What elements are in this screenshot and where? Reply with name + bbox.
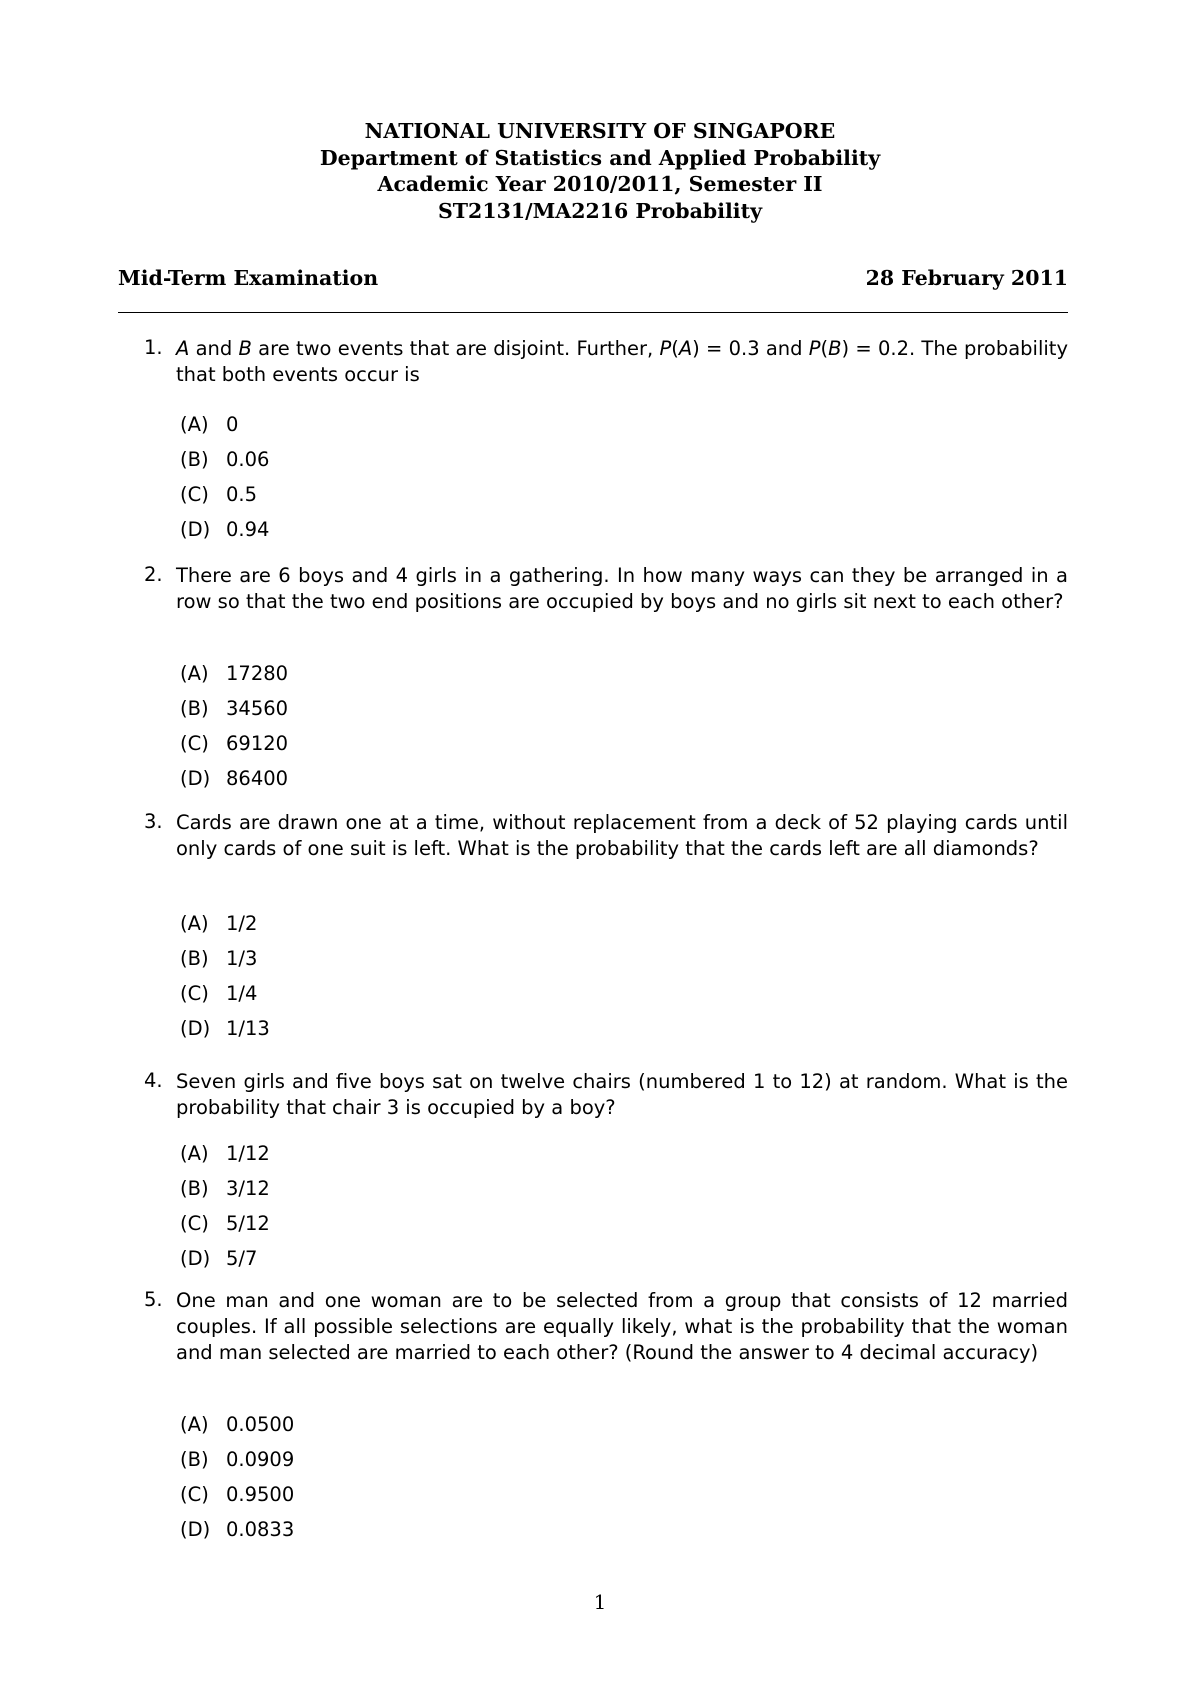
- question-text-part: and: [189, 337, 239, 360]
- option-label: (D): [180, 1518, 211, 1541]
- option-label: (D): [180, 1247, 211, 1270]
- option-value: 0.0833: [226, 1518, 295, 1541]
- option-label: (D): [180, 767, 211, 790]
- option-label: (B): [180, 1448, 209, 1471]
- option-label: (A): [180, 1413, 209, 1436]
- option-b: [180, 696, 288, 731]
- option-label: (B): [180, 697, 209, 720]
- option-value: 0.5: [226, 483, 258, 506]
- option-label: (A): [180, 1142, 209, 1165]
- option-value: 1/3: [226, 947, 258, 970]
- exam-info-line: [118, 266, 1068, 294]
- option-a: [180, 911, 270, 946]
- option-a: [180, 412, 269, 447]
- option-label: (D): [180, 1017, 211, 1040]
- question-text-part: (: [820, 337, 829, 360]
- department-name: Department of Statistics and Applied Probability: [319, 145, 881, 170]
- math-var: A: [176, 337, 190, 360]
- question-number: 1.: [144, 336, 163, 359]
- option-label: (A): [180, 413, 209, 436]
- university-name: NATIONAL UNIVERSITY OF SINGAPORE: [364, 119, 836, 143]
- question-number: 4.: [144, 1069, 163, 1092]
- option-label: (A): [180, 662, 209, 685]
- answer-options: [180, 1141, 270, 1281]
- option-value: 1/12: [226, 1142, 270, 1165]
- option-label: (A): [180, 912, 209, 935]
- question-text: There are 6 boys and 4 girls in a gathering. In how many ways can they be arranged in a row so that the two end positions are occupied by boys and no girls sit next to each other?: [176, 564, 1068, 613]
- option-value: 5/12: [226, 1212, 270, 1235]
- header-divider: [118, 312, 1068, 313]
- option-value: 0.06: [226, 448, 270, 471]
- option-label: (C): [180, 1483, 209, 1506]
- option-d: [180, 517, 269, 552]
- option-label: (D): [180, 518, 211, 541]
- academic-year: Academic Year 2010/2011, Semester II: [377, 172, 823, 196]
- option-b: [180, 946, 270, 981]
- answer-options: [180, 412, 269, 552]
- option-value: 0: [226, 413, 239, 436]
- question-number: 2.: [144, 563, 163, 586]
- option-value: 17280: [226, 662, 289, 685]
- option-value: 0.9500: [226, 1483, 295, 1506]
- option-c: [180, 1211, 270, 1246]
- option-value: 5/7: [226, 1247, 258, 1270]
- exam-date: 28 February 2011: [865, 266, 1068, 290]
- option-b: [180, 447, 269, 482]
- option-value: 34560: [226, 697, 289, 720]
- option-value: 0.0500: [226, 1413, 295, 1436]
- answer-options: [180, 661, 288, 801]
- option-b: [180, 1447, 294, 1482]
- option-a: [180, 1141, 270, 1176]
- question-text: [176, 336, 1068, 388]
- document-header: [0, 118, 1200, 224]
- math-var: B: [828, 337, 842, 360]
- option-b: [180, 1176, 270, 1211]
- option-a: [180, 661, 288, 696]
- option-label: (C): [180, 1212, 209, 1235]
- option-c: [180, 731, 288, 766]
- course-code: ST2131/MA2216 Probability: [438, 198, 762, 223]
- option-label: (B): [180, 1177, 209, 1200]
- option-label: (C): [180, 732, 209, 755]
- option-d: [180, 1016, 270, 1051]
- option-label: (C): [180, 483, 209, 506]
- option-c: [180, 482, 269, 517]
- question-text: Cards are drawn one at a time, without replacement from a deck of 52 playing cards until only cards of one suit is left. What is the probability that the cards left are all diamonds?: [176, 811, 1068, 860]
- option-a: [180, 1412, 294, 1447]
- question-text: Seven girls and five boys sat on twelve chairs (numbered 1 to 12) at random. What is the probability that chair 3 is occupied by a boy?: [176, 1070, 1068, 1119]
- question-text-part: ) = 0.2. The probability that both events occur is: [176, 337, 1068, 386]
- option-d: [180, 1246, 270, 1281]
- option-value: 0.94: [226, 518, 270, 541]
- question-text-part: ) = 0.3 and: [692, 337, 809, 360]
- option-label: (C): [180, 982, 209, 1005]
- option-c: [180, 1482, 294, 1517]
- math-var: B: [238, 337, 252, 360]
- math-var: P: [808, 337, 821, 360]
- page-number: 1: [593, 1590, 607, 1614]
- option-value: 1/13: [226, 1017, 270, 1040]
- option-label: (B): [180, 947, 209, 970]
- answer-options: [180, 1412, 294, 1552]
- question-text: One man and one woman are to be selected from a group that consists of 12 married couples. If all possible selections are equally likely, what is the probability that the woman and man selected are married to each other? (Round the answer to 4 decimal accuracy): [176, 1289, 1068, 1364]
- math-var: P: [659, 337, 672, 360]
- exam-title: Mid-Term Examination: [118, 266, 379, 290]
- question-number: 5.: [144, 1288, 163, 1311]
- option-label: (B): [180, 448, 209, 471]
- option-value: 1/4: [226, 982, 258, 1005]
- option-value: 0.0909: [226, 1448, 295, 1471]
- option-value: 86400: [226, 767, 289, 790]
- option-d: [180, 766, 288, 801]
- option-c: [180, 981, 270, 1016]
- option-value: 1/2: [226, 912, 258, 935]
- math-var: A: [678, 337, 693, 360]
- option-value: 69120: [226, 732, 289, 755]
- option-value: 3/12: [226, 1177, 270, 1200]
- answer-options: [180, 911, 270, 1051]
- question-text-part: are two events that are disjoint. Further,: [251, 337, 660, 360]
- option-d: [180, 1517, 294, 1552]
- question-number: 3.: [144, 810, 163, 833]
- question-text-part: (: [671, 337, 679, 360]
